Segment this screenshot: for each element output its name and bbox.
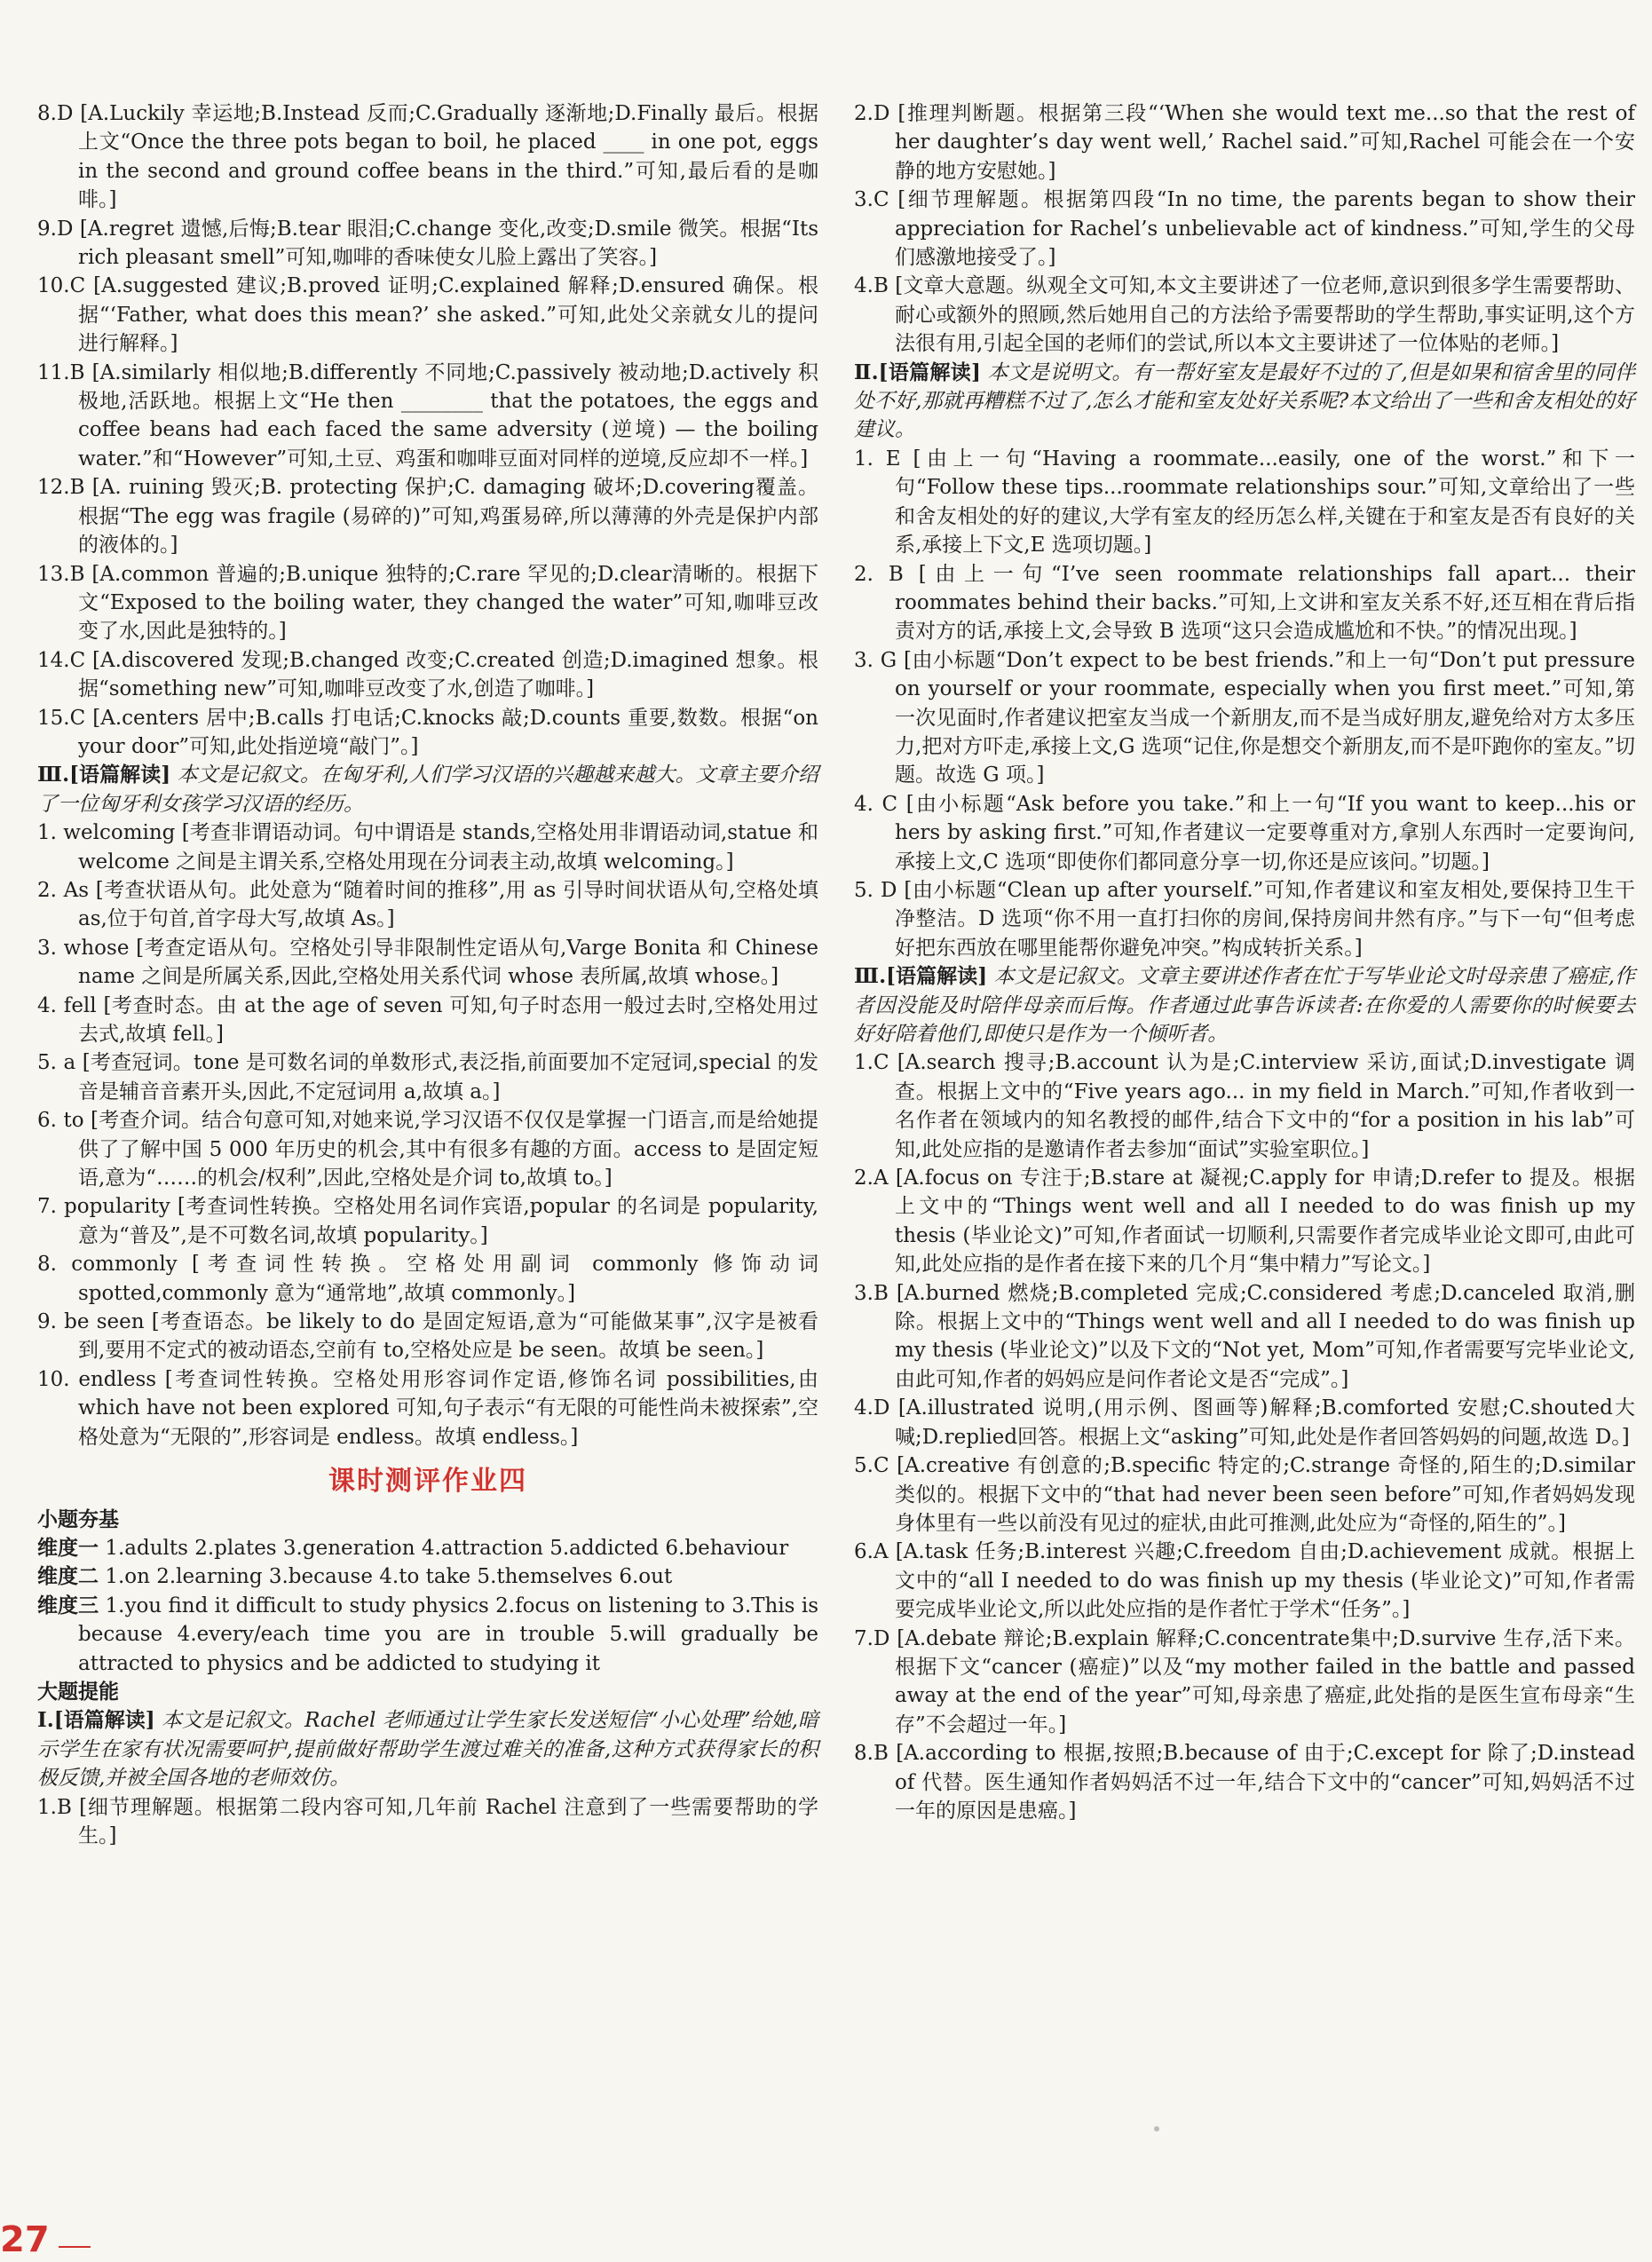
answer-item: 5. D [由小标题“Clean up after yourself.”可知,作者建议和室友相处,要保持卫生干净整洁。D 选项“你不用一直打扫你的房间,保持房间井然有序。”与下一句“但考虑好把东西放在哪里能帮你避免冲突。”构成转折关系。] — [854, 878, 1635, 960]
answer-item: 6. to [考查介词。结合句意可知,对她来说,学习汉语不仅仅是掌握一门语言,而是给她提供了了解中国 5 000 年历史的机会,其中有很多有趣的方面。access to 是固定短语,意为“……的机会/权利”,因此,空格处是介词 to,故填 to。] — [37, 1109, 818, 1190]
answer-item: 7. popularity [考查词性转换。空格处用名词作宾语,popular 的名词是 popularity,意为“普及”,是不可数名词,故填 popularity。] — [37, 1195, 818, 1247]
section-head: Ⅲ.[语篇解读] — [854, 964, 988, 989]
answer-item: 14.C [A.discovered 发现;B.changed 改变;C.created 创造;D.imagined 想象。根据“something new”可知,咖啡豆改变了水,创造了咖啡。] — [37, 648, 818, 701]
print-speck — [1154, 2126, 1159, 2132]
section-summary: 本文是记叙文。Rachel 老师通过让学生家长发送短信“小心处理”给她,暗示学生在家有状况需要呵护,提前做好帮助学生渡过难关的准备,这种方式获得家长的积极反馈,并被全国各地的老师效仿。 — [37, 1709, 819, 1791]
answer-item: 10.C [A.suggested 建议;B.proved 证明;C.explained 解释;D.ensured 确保。根据“‘Father, what does this mean?’ she asked.”可知,此处父亲就女儿的提问进行解释。] — [37, 274, 818, 356]
basics-heading: 小题夯基 — [37, 1507, 119, 1531]
section-head: Ⅰ.[语篇解读] — [37, 1708, 155, 1733]
section-3-items — [37, 819, 818, 1451]
answer-item: 9. be seen [考查语态。be likely to do 是固定短语,意为“可能做某事”,汉字是被看到,要用不定式的被动语态,空前有 to,空格处应是 be seen。故填 be seen。] — [37, 1310, 818, 1363]
answer-item: 10. endless [考查词性转换。空格处用形容词作定语,修饰名词 possibilities,由 which have not been explored 可知,句子表示“有无限的可能性尚未被探索”,空格处意为“无限的”,形容词是 endless。故填 endless。] — [37, 1367, 818, 1449]
answer-item: 9.D [A.regret 遗憾,后悔;B.tear 眼泪;C.change 变化,改变;D.smile 微笑。根据“Its rich pleasant smell”可知,咖啡的香味使女儿脸上露出了笑容。] — [37, 217, 818, 270]
answer-item: 5.C [A.creative 有创意的;B.specific 特定的;C.strange 奇怪的,陌生的;D.similar 类似的。根据下文中的“that had never been seen before”可知,作者妈妈发现身体里有一些以前没有见过的症状,由此可推测,此处应为“奇怪的,陌生的”。] — [854, 1454, 1635, 1535]
answer-item: 13.B [A.common 普遍的;B.unique 独特的;C.rare 罕见的;D.clear清晰的。根据下文“Exposed to the boiling water, they changed the water”可知,咖啡豆改变了水,因此是独特的。] — [37, 562, 818, 644]
page-number-rule — [59, 2246, 91, 2248]
dimension-1 — [37, 1534, 818, 1562]
page-number: 27 — [0, 2219, 50, 2260]
answer-item: 1.B [细节理解题。根据第二段内容可知,几年前 Rachel 注意到了一些需要帮助的学生。] — [37, 1795, 818, 1847]
dimension-label: 维度一 — [37, 1535, 99, 1560]
answer-item: 7.D [A.debate 辩论;B.explain 解释;C.concentrate集中;D.survive 生存,活下来。根据下文“cancer (癌症)”以及“my mother failed in the battle and passed away at the end of the year”可知,母亲患了癌症,此处指的是医生宣布母亲“生存”不会超过一年。] — [854, 1626, 1635, 1736]
answer-item: 2.A [A.focus on 专注于;B.stare at 凝视;C.apply for 申请;D.refer to 提及。根据上文中的“Things went well and all I needed to do was finish up my thesis (毕业论文)”可知,作者面试一切顺利,只需要作者完成毕业论文即可,由此可知,此处应指的是作者在接下来的几个月“集中精力”写论文。] — [854, 1167, 1635, 1277]
answer-item: 5. a [考查冠词。tone 是可数名词的单数形式,表泛指,前面要加不定冠词,special 的发音是辅音音素开头,因此,不定冠词用 a,故填 a。] — [37, 1051, 818, 1103]
answer-item: 12.B [A. ruining 毁灭;B. protecting 保护;C. damaging 破坏;D.covering覆盖。根据“The egg was fragile (易碎的)”可知,鸡蛋易碎,所以薄薄的外壳是保护内部的液体的。] — [37, 476, 818, 558]
answer-item: 4. C [由小标题“Ask before you take.”和上一句“If you want to keep...his or hers by asking first.”可知,作者建议一定要尊重对方,拿别人东西时一定要询问,承接上文,C 选项“即使你们都同意分享一切,你还是应该问。”切题。] — [854, 792, 1635, 874]
answer-item: 4. fell [考查时态。由 at the age of seven 可知,句子时态用一般过去时,空格处用过去式,故填 fell。] — [37, 993, 818, 1046]
answer-items-top — [37, 99, 818, 761]
answer-item: 3. G [由小标题“Don’t expect to be best friends.”和上一句“Don’t put pressure on yourself or your roommate, especially when you first meet.”可知,第一次见面时,作者建议把室友当成一个新朋友,而不是当成好朋友,避免给对方太多压力,把对方吓走,承接上文,G 选项“记住,你是想交个新朋友,而不是吓跑你的室友。”切题。故选 G 项。] — [854, 648, 1635, 787]
section-head: Ⅲ.[语篇解读] — [37, 763, 171, 787]
answer-item: 2. As [考查状语从句。此处意为“随着时间的推移”,用 as 引导时间状语从句,空格处填 as,位于句首,首字母大写,故填 As。] — [37, 878, 818, 931]
answer-item: 3.B [A.burned 燃烧;B.completed 完成;C.considered 考虑;D.canceled 取消,删除。根据上文中的“Things went well and all I needed to do was finish up my thesis (毕业论文)”以及下文的“Not yet, Mom”可知,作者需要写完毕业论文,由此可知,作者的妈妈应是问作者论文是否“完成”。] — [854, 1281, 1635, 1391]
answer-item: 15.C [A.centers 居中;B.calls 打电话;C.knocks 敲;D.counts 重要,数数。根据“on your door”可知,此处指逆境“敲门”。] — [37, 706, 818, 758]
answer-item: 4.B [文章大意题。纵观全文可知,本文主要讲述了一位老师,意识到很多学生需要帮助、耐心或额外的照顾,然后她用自己的方法给予需要帮助的学生帮助,事实证明,这个方法很有用,引起全国的老师们的尝试,所以本文主要讲述了一位体贴的老师。] — [854, 274, 1635, 356]
section-2-intro — [854, 359, 1635, 445]
homework-title: 课时测评作业四 — [328, 1466, 527, 1498]
section-summary: 本文是记叙文。文章主要讲述作者在忙于写毕业论文时母亲患了癌症,作者因没能及时陪伴母亲而后悔。作者通过此事告诉读者:在你爱的人需要你的时候要去好好陪着他们,即使只是作为一个倾听者。 — [854, 965, 1636, 1046]
section-head: Ⅱ.[语篇解读] — [854, 360, 981, 384]
dimension-answers: 1.on 2.learning 3.because 4.to take 5.themselves 6.out — [105, 1565, 673, 1589]
section-3-intro-right — [854, 962, 1635, 1048]
dimension-label: 维度三 — [37, 1593, 99, 1617]
dimension-3 — [37, 1592, 818, 1678]
section-3-intro — [37, 761, 818, 819]
dimension-label: 维度二 — [37, 1564, 99, 1589]
answer-item: 2. B [由上一句“I’ve seen roommate relationships fall apart... their roommates behind their backs.”可知,上文讲和室友关系不好,还互相在背后指责对方的话,承接上文,会导致 B 选项“这只会造成尴尬和不快。”的情况出现。] — [854, 562, 1635, 644]
dimension-answers: 1.adults 2.plates 3.generation 4.attraction 5.addicted 6.behaviour — [105, 1536, 789, 1560]
dimension-2 — [37, 1562, 818, 1591]
answer-item: 3. whose [考查定语从句。空格处引导非限制性定语从句,Varge Bonita 和 Chinese name 之间是所属关系,因此,空格处用关系代词 whose 表所属,故填 whose。] — [37, 936, 818, 989]
answer-item: 2.D [推理判断题。根据第三段“‘When she would text me...so that the rest of her daughter’s day went well,’ Rachel said.”可知,Rachel 可能会在一个安静的地方安慰她。] — [854, 102, 1635, 183]
section-1-intro — [37, 1706, 818, 1792]
left-column — [37, 99, 818, 1850]
section-summary: 本文是记叙文。在匈牙利,人们学习汉语的兴趣越来越大。文章主要介绍了一位匈牙利女孩学习汉语的经历。 — [37, 763, 819, 816]
answer-item: 1.C [A.search 搜寻;B.account 认为是;C.interview 采访,面试;D.investigate 调查。根据上文中的“Five years ago... in my field in March.”可知,作者收到一名作者在领域内的知名教授的邮件,结合下文中的“for a position in his lab”可知,此处应指的是邀请作者去参加“面试”实验室职位。] — [854, 1051, 1635, 1161]
answer-item: 3.C [细节理解题。根据第四段“In no time, the parents began to show their appreciation for Rachel’s unbelievable act of kindness.”可知,学生的父母们感激地接受了。] — [854, 188, 1635, 270]
answer-item: 11.B [A.similarly 相似地;B.differently 不同地;C.passively 被动地;D.actively 积极地,活跃地。根据上文“He then ________ that the potatoes, the eggs and coffee beans had each faced the same adversity (逆境) — the boiling water.”和“However”可知,土豆、鸡蛋和咖啡豆面对同样的逆境,反应却不一样。] — [37, 360, 818, 471]
answer-item: 6.A [A.task 任务;B.interest 兴趣;C.freedom 自由;D.achievement 成就。根据上文中的“all I needed to do was finish up my thesis (毕业论文)”可知,作者需要完成毕业论文,所以此处应指的是作者忙于学术“任务”。] — [854, 1540, 1635, 1622]
section-summary: 本文是说明文。有一帮好室友是最好不过的了,但是如果和宿舍里的同伴处不好,那就再糟糕不过了,怎么才能和室友处好关系呢?本文给出了一些和舍友相处的好建议。 — [854, 360, 1636, 442]
dimension-answers: 1.you find it difficult to study physics 2.focus on listening to 3.This is because 4.every/each time you are in trouble 5.will gradually be attracted to physics and be addicted to studying it — [78, 1594, 818, 1675]
answer-item: 8.D [A.Luckily 幸运地;B.Instead 反而;C.Gradually 逐渐地;D.Finally 最后。根据上文“Once the three pots began to boil, he placed ____ in one pot, eggs in the second and ground coffee beans in the third.”可知,最后看的是咖啡。] — [37, 102, 818, 212]
answer-item: 4.D [A.illustrated 说明,(用示例、图画等)解释;B.comforted 安慰;C.shouted大喊;D.replied回答。根据上文“asking”可知,此处是作者回答妈妈的问题,故选 D。] — [854, 1396, 1635, 1449]
answer-item: 8.B [A.according to 根据,按照;B.because of 由于;C.except for 除了;D.instead of 代替。医生通知作者妈妈活不过一年,结合下文中的“cancer”可知,妈妈活不过一年的原因是患癌。] — [854, 1742, 1635, 1823]
answer-item: 8. commonly [考查词性转换。空格处用副词 commonly 修饰动词 spotted,commonly 意为“通常地”,故填 commonly。] — [37, 1253, 818, 1305]
right-column — [854, 99, 1635, 1825]
answer-item: 1. welcoming [考查非谓语动词。句中谓语是 stands,空格处用非谓语动词,statue 和 welcome 之间是主谓关系,空格处用现在分词表主动,故填 welcoming。] — [37, 821, 818, 874]
big-questions-heading: 大题提能 — [37, 1680, 119, 1704]
answer-item: 1. E [由上一句“Having a roommate...easily, one of the worst.”和下一句“Follow these tips...roommate relationships sour.”可知,文章给出了一些和舍友相处的好的建议,大学有室友的经历怎么样,关键在于和室友是否有良好的关系,承接上下文,E 选项切题。] — [854, 447, 1635, 558]
